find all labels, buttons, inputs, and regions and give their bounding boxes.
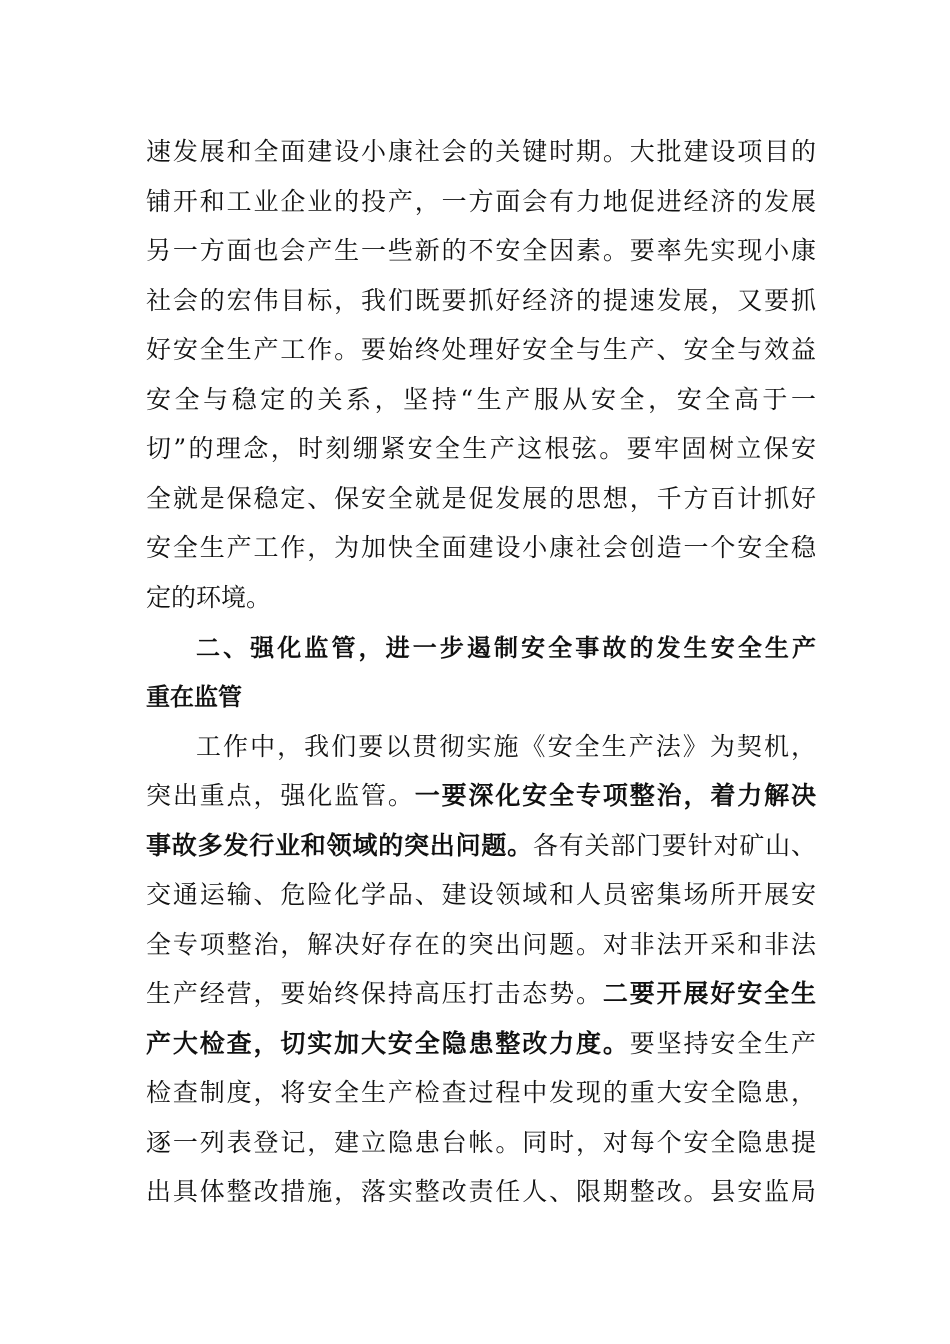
bold-text: 一要深化安全专项整治，着力解决 [414, 781, 816, 810]
bold-text: 产大检查，切实加大安全隐患整改力度。 [146, 1029, 630, 1058]
body-line: 另一方面也会产生一些新的不安全因素。要率先实现小康 [146, 236, 816, 265]
body-line: 定的环境。 [146, 583, 272, 612]
body-line: 交通运输、危险化学品、建设领域和人员密集场所开展安 [146, 880, 816, 909]
body-line [146, 974, 816, 1014]
body-line [146, 826, 816, 866]
body-text: 要坚持安全生产 [629, 1029, 816, 1058]
body-line: 切”的理念，时刻绷紧安全生产这根弦。要牢固树立保安 [146, 434, 816, 463]
section-heading-line: 重在监管 [146, 683, 242, 711]
body-text: 突出重点，强化监管。 [146, 781, 415, 810]
body-text: 生产经营，要始终保持高压打击态势。 [146, 979, 603, 1008]
body-line: 全就是保稳定、保安全就是促发展的思想，千方百计抓好 [146, 484, 816, 513]
body-line: 检查制度，将安全生产检查过程中发现的重大安全隐患， [146, 1078, 816, 1107]
bold-text: 二要开展好安全生 [602, 979, 816, 1008]
body-line [146, 776, 816, 816]
body-line: 社会的宏伟目标，我们既要抓好经济的提速发展，又要抓 [146, 286, 816, 315]
body-text: 各有关部门要针对矿山、 [532, 831, 816, 860]
body-line: 出具体整改措施，落实整改责任人、限期整改。县安监局 [146, 1177, 816, 1206]
body-line: 逐一列表登记，建立隐患台帐。同时，对每个安全隐患提 [146, 1128, 816, 1157]
body-line: 好安全生产工作。要始终处理好安全与生产、安全与效益 [146, 335, 816, 364]
body-line: 安全与稳定的关系，坚持“生产服从安全，安全高于一 [146, 385, 816, 414]
body-line [146, 1024, 816, 1064]
section-heading-line: 二、强化监管，进一步遏制安全事故的发生安全生产 [196, 634, 816, 662]
body-line: 铺开和工业企业的投产，一方面会有力地促进经济的发展 [146, 187, 816, 216]
bold-text: 事故多发行业和领域的突出问题。 [146, 831, 533, 860]
body-line: 速发展和全面建设小康社会的关键时期。大批建设项目的 [146, 137, 816, 166]
body-line: 全专项整治，解决好存在的突出问题。对非法开采和非法 [146, 930, 816, 959]
body-line: 工作中，我们要以贯彻实施《安全生产法》为契机， [196, 732, 816, 761]
body-line: 安全生产工作，为加快全面建设小康社会创造一个安全稳 [146, 533, 816, 562]
